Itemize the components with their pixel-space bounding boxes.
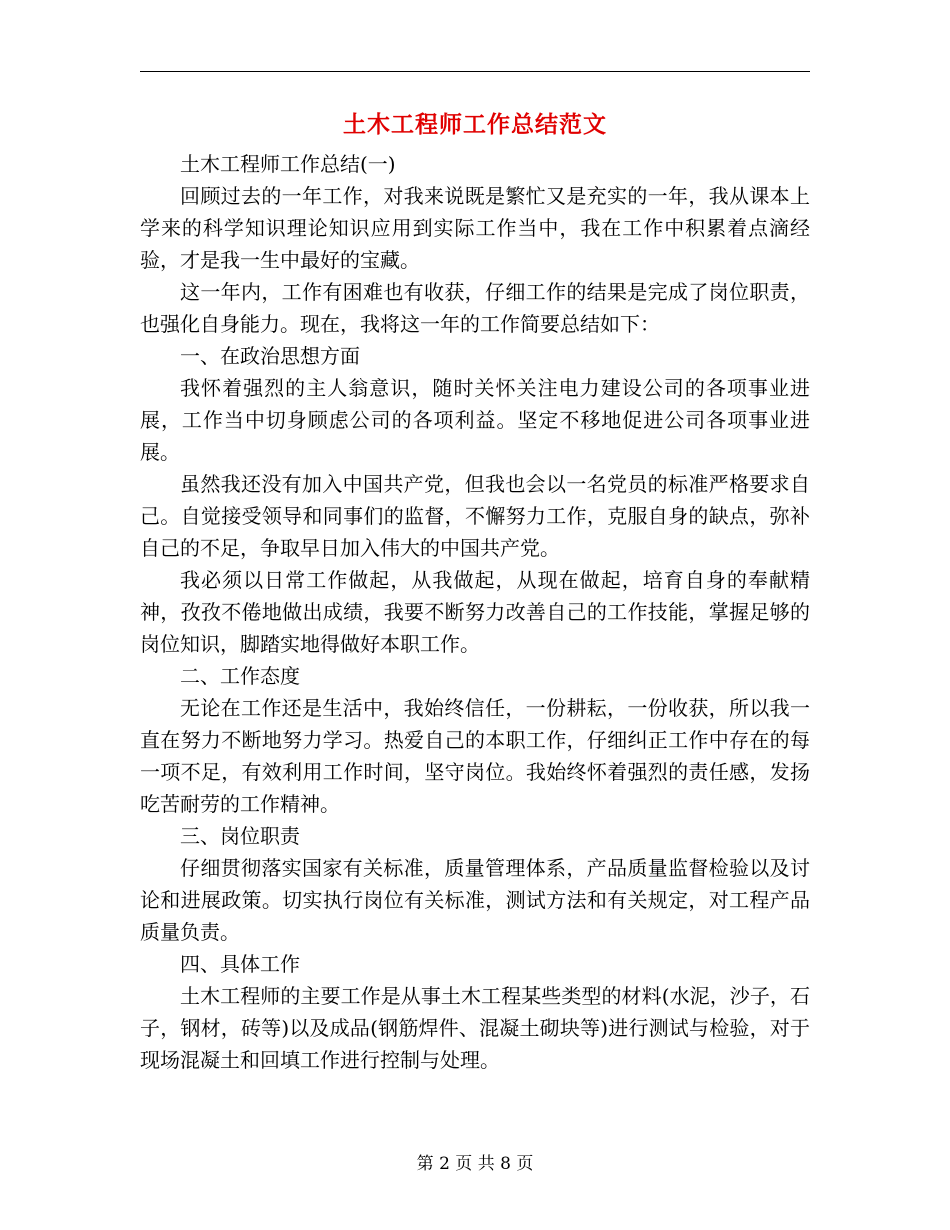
paragraph: 虽然我还没有加入中国共产党，但我也会以一名党员的标准严格要求自己。自觉接受领导和同事们的监督，不懈努力工作，克服自身的缺点，弥补自己的不足，争取早日加入伟大的中国共产党。 (140, 472, 810, 560)
document-body (140, 148, 810, 1076)
page-number-footer: 第 2 页 共 8 页 (416, 1154, 534, 1174)
section-heading: 一、在政治思想方面 (180, 344, 360, 368)
paragraph: 我必须以日常工作做起，从我做起，从现在做起，培育自身的奉献精神，孜孜不倦地做出成绩，我要不断努力改善自己的工作技能，掌握足够的岗位知识，脚踏实地得做好本职工作。 (140, 568, 810, 656)
header-rule (140, 71, 810, 72)
section-heading: 四、具体工作 (180, 952, 300, 976)
paragraph: 这一年内，工作有困难也有收获，仔细工作的结果是完成了岗位职责，也强化自身能力。现在，我将这一年的工作简要总结如下： (140, 280, 810, 336)
section-heading: 三、岗位职责 (180, 824, 300, 848)
document-title: 土木工程师工作总结范文 (343, 111, 607, 138)
paragraph: 仔细贯彻落实国家有关标准，质量管理体系，产品质量监督检验以及讨论和进展政策。切实执行岗位有关标准，测试方法和有关规定，对工程产品质量负责。 (140, 856, 810, 944)
paragraph: 无论在工作还是生活中，我始终信任，一份耕耘，一份收获，所以我一直在努力不断地努力学习。热爱自己的本职工作，仔细纠正工作中存在的每一项不足，有效利用工作时间，坚守岗位。我始终怀着强烈的责任感，发扬吃苦耐劳的工作精神。 (140, 696, 810, 816)
paragraph: 我怀着强烈的主人翁意识，随时关怀关注电力建设公司的各项事业进展，工作当中切身顾虑公司的各项利益。坚定不移地促进公司各项事业进展。 (140, 376, 810, 464)
section-subtitle: 土木工程师工作总结(一) (180, 152, 396, 176)
paragraph: 土木工程师的主要工作是从事土木工程某些类型的材料(水泥，沙子，石子，钢材，砖等)以及成品(钢筋焊件、混凝土砌块等)进行测试与检验，对于现场混凝土和回填工作进行控制与处理。 (140, 984, 810, 1072)
section-heading: 二、工作态度 (180, 664, 300, 688)
paragraph: 回顾过去的一年工作，对我来说既是繁忙又是充实的一年，我从课本上学来的科学知识理论知识应用到实际工作当中，我在工作中积累着点滴经验，才是我一生中最好的宝藏。 (140, 184, 810, 272)
